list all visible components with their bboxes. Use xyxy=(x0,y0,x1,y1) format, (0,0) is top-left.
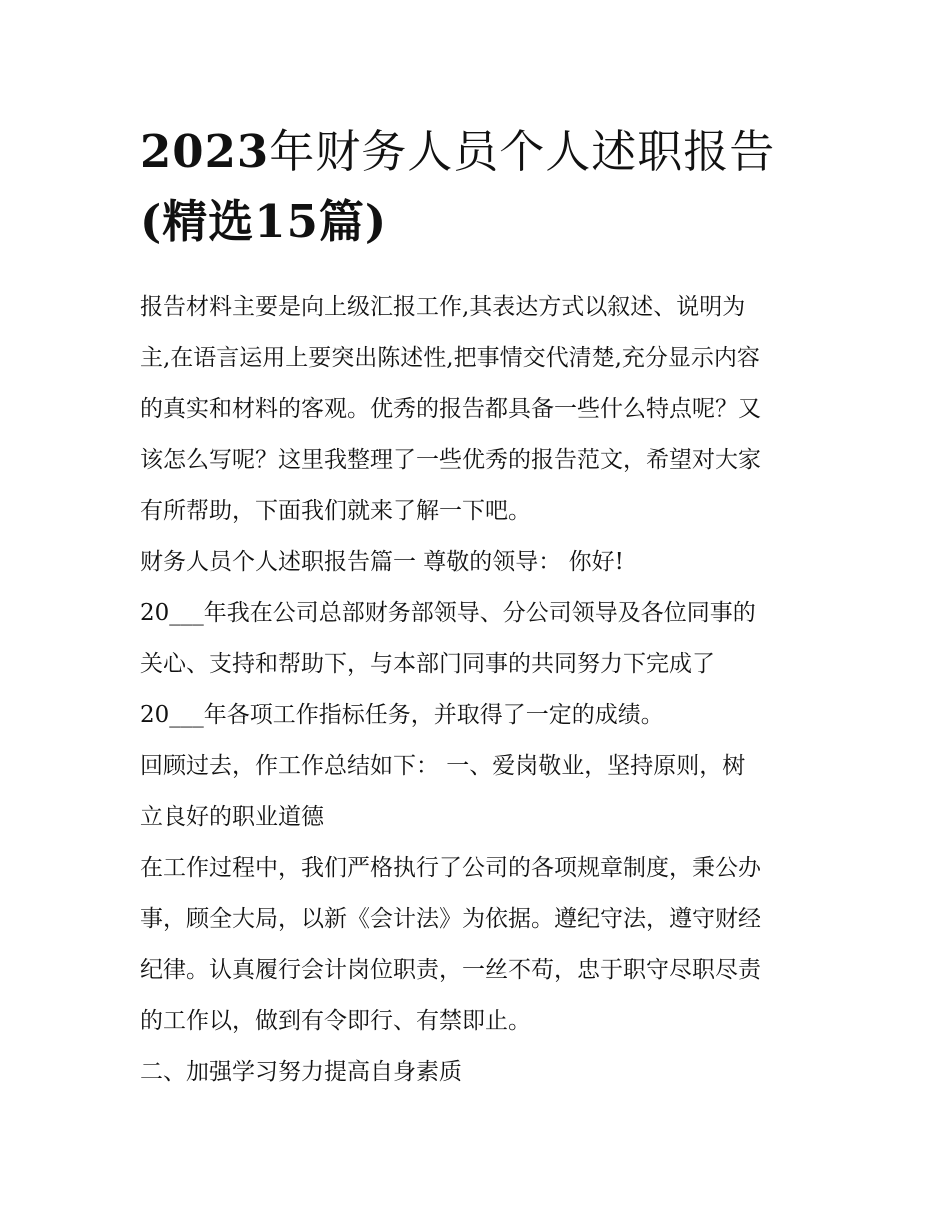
text-line: 20___年我在公司总部财务部领导、分公司领导及各位同事的 xyxy=(140,600,756,626)
text-line: 20___年各项工作指标任务，并取得了一定的成绩。 xyxy=(140,702,664,728)
title-line-2-open: (精选 xyxy=(140,195,255,248)
section-heading-line: 财务人员个人述职报告篇一 尊敬的领导： 你好! xyxy=(140,549,624,575)
text-line: 在工作过程中，我们严格执行了公司的各项规章制度，秉公办 xyxy=(140,855,761,881)
text-line: 有所帮助，下面我们就来了解一下吧。 xyxy=(140,498,531,524)
text-line: 关心、支持和帮助下，与本部门同事的共同努力下完成了 xyxy=(140,651,715,677)
text-line: 立良好的职业道德 xyxy=(140,804,324,830)
page-title xyxy=(140,117,820,257)
text-line: 该怎么写呢？这里我整理了一些优秀的报告范文，希望对大家 xyxy=(140,447,761,473)
text-line: 事，顾全大局，以新《会计法》为依据。遵纪守法，遵守财经 xyxy=(140,906,761,932)
text-line: 报告材料主要是向上级汇报工作,其表达方式以叙述、说明为 xyxy=(140,294,746,320)
text-line: 的工作以，做到有令即行、有禁即止。 xyxy=(140,1008,531,1034)
text-line: 回顾过去，作工作总结如下： 一、爱岗敬业，坚持原则，树 xyxy=(140,753,746,779)
title-year: 2023 xyxy=(140,125,270,178)
text-line: 主,在语言运用上要突出陈述性,把事情交代清楚,充分显示内容 xyxy=(140,345,760,371)
title-line-1-text: 年财务人员个人述职报告 xyxy=(269,125,776,178)
title-line-2-close: 篇) xyxy=(318,195,388,248)
title-line-2 xyxy=(140,187,820,257)
text-line: 的真实和材料的客观。优秀的报告都具备一些什么特点呢？又 xyxy=(140,396,761,422)
section-heading-line: 二、加强学习努力提高自身素质 xyxy=(140,1059,462,1085)
title-count: 15 xyxy=(254,195,319,248)
text-line: 纪律。认真履行会计岗位职责，一丝不苟，忠于职守尽职尽责 xyxy=(140,957,761,983)
title-line-1 xyxy=(140,117,820,187)
body-text xyxy=(140,282,820,1098)
